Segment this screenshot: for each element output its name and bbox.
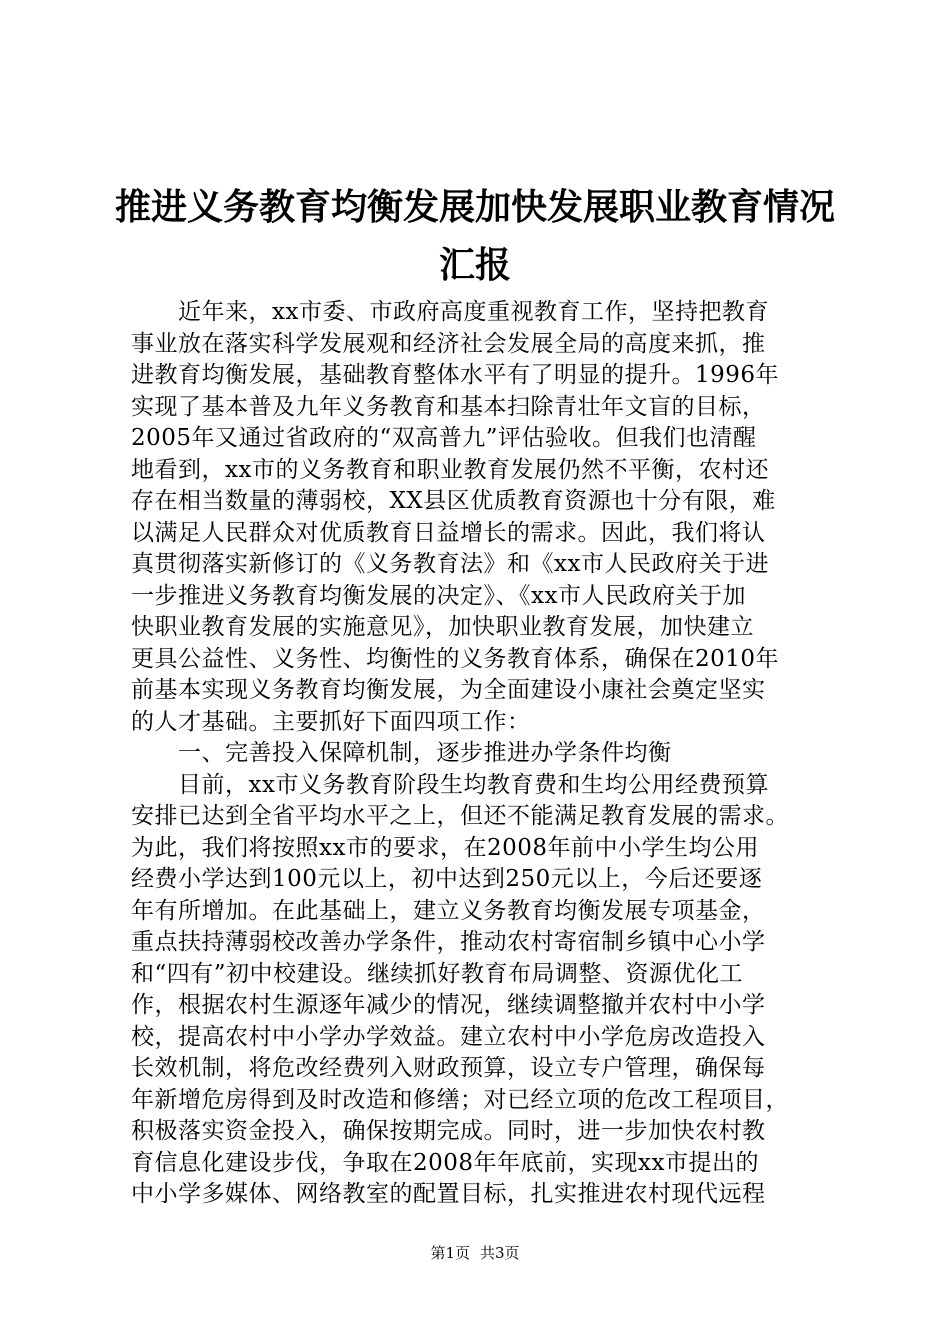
body-line: 年新增危房得到及时改造和修缮；对已经立项的危改工程项目，	[131, 1086, 789, 1113]
body-line: 以满足人民群众对优质教育日益增长的需求。因此，我们将认	[131, 519, 766, 546]
body-line: 安排已达到全省平均水平之上，但还不能满足教育发展的需求。	[131, 803, 789, 829]
body-line: 重点扶持薄弱校改善办学条件，推动农村寄宿制乡镇中心小学	[131, 929, 766, 955]
body-line: 目前，xx市义务教育阶段生均教育费和生均公用经费预算	[131, 771, 769, 798]
page-number: 第1页	[430, 1244, 470, 1262]
body-line: 近年来，xx市委、市政府高度重视教育工作，坚持把教育	[131, 299, 769, 325]
page-footer	[0, 1242, 950, 1263]
body-line: 快职业教育发展的实施意见》，加快职业教育发展，加快建立	[131, 614, 754, 640]
body-line: 育信息化建设步伐，争取在2008年年底前，实现xx市提出的	[131, 1149, 759, 1176]
body-line: 更具公益性、义务性、均衡性的义务教育体系，确保在2010年	[131, 645, 780, 672]
document-body	[131, 297, 831, 1211]
body-line: 和“四有”初中校建设。继续抓好教育布局调整、资源优化工	[131, 960, 744, 987]
body-line: 实现了基本普及九年义务教育和基本扫除青壮年文盲的目标，	[131, 393, 766, 420]
body-line: 长效机制，将危改经费列入财政预算，设立专户管理，确保每	[131, 1055, 766, 1081]
body-line: 前基本实现义务教育均衡发展，为全面建设小康社会奠定坚实	[131, 677, 766, 703]
body-line: 的人才基础。主要抓好下面四项工作：	[131, 708, 531, 735]
body-line: 中小学多媒体、网络教室的配置目标，扎实推进农村现代远程	[131, 1181, 766, 1207]
body-line: 地看到，xx市的义务教育和职业教育发展仍然不平衡，农村还	[131, 456, 769, 483]
body-line: 事业放在落实科学发展观和经济社会发展全局的高度来抓，推	[131, 330, 766, 357]
body-line: 积极落实资金投入，确保按期完成。同时，进一步加快农村教	[131, 1118, 766, 1144]
body-line: 为此，我们将按照xx市的要求，在2008年前中小学生均公用	[131, 834, 759, 861]
body-line: 经费小学达到100元以上，初中达到250元以上，今后还要逐	[131, 866, 763, 892]
document-title-line-1: 推进义务教育均衡发展加快发展职业教育情况	[114, 187, 835, 228]
page-total: 共3页	[480, 1244, 520, 1262]
body-line: 一、完善投入保障机制，逐步推进办学条件均衡	[131, 740, 672, 766]
body-line: 一步推进义务教育均衡发展的决定》、《xx市人民政府关于加	[131, 582, 746, 609]
body-line: 作，根据农村生源逐年减少的情况，继续调整撤并农村中小学	[131, 992, 766, 1018]
body-line: 进教育均衡发展，基础教育整体水平有了明显的提升。1996年	[131, 362, 780, 388]
body-line: 年有所增加。在此基础上，建立义务教育均衡发展专项基金，	[131, 897, 766, 924]
body-line: 真贯彻落实新修订的《义务教育法》和《xx市人民政府关于进	[131, 551, 769, 577]
document-title-line-2: 汇报	[438, 245, 511, 286]
body-line: 2005年又通过省政府的“双高普九”评估验收。但我们也清醒	[131, 425, 757, 451]
body-line: 存在相当数量的薄弱校，XX县区优质教育资源也十分有限，难	[131, 488, 776, 514]
body-line: 校，提高农村中小学办学效益。建立农村中小学危房改造投入	[131, 1023, 766, 1050]
